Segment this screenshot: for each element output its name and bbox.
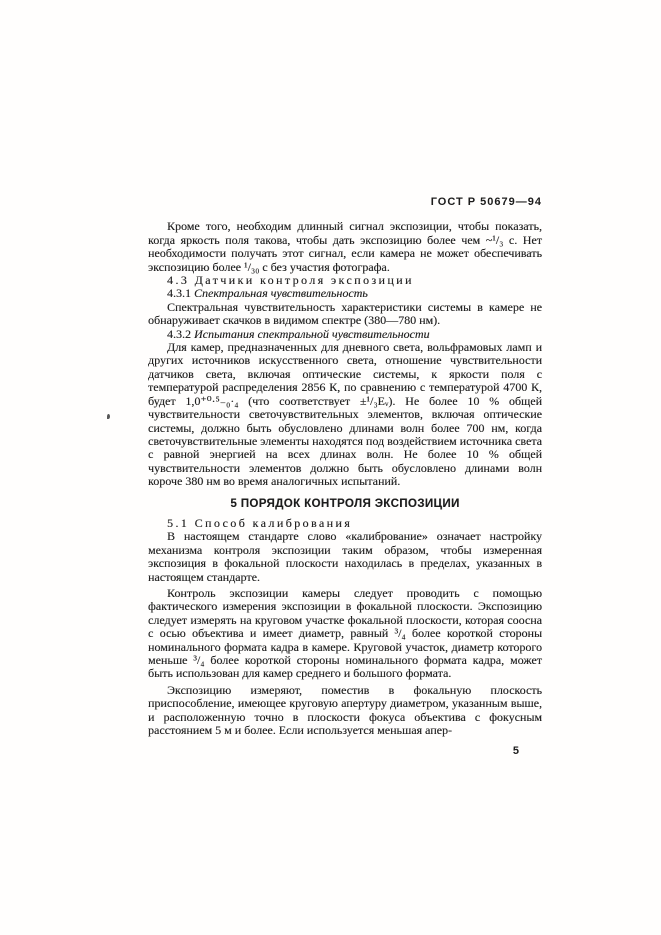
page-number: 5 [512,745,519,758]
paragraph-exposure-control: Контроль экспозиции камеры следует проводить с помощью фактического измерения экспозиции в фокальной плоскости. Экспозицию следует измерять на круговом участке фокальной плоскости, которая соосна с осью объектива и имеет диаметр, равный ³/₄ более короткой стороны номинального формата кадра в камере. Круговой участок, диаметр которого меньше ³/₄ более короткой стороны номинального формата кадра, может быть использован для камер среднего и большого формата. [148,585,542,681]
paragraph-exposure-measurement: Экспозицию измеряют, поместив в фокальную плоскость приспособление, имеющее круговую апертуру диаметром, указанным выше, и расположенную точно в плоскости фокуса объектива с фокусным расстоянием 5 м и более. Если используется меньшая апер- [148,682,542,738]
doc-header: ГОСТ Р 50679—94 [430,196,542,208]
section-heading-5-1: 5.1 Способ калибрования [167,515,353,530]
margin-speck [107,414,110,419]
paragraph-spectral-tests: Для камер, предназначенных для дневного света, вольфрамовых ламп и других источников искусственного света, отношение чувствительности датчиков света, включая оптические системы, к яркости поля с температурой распределения 2856 К, по сравнению с температурой 4700 К, будет 1,0⁺⁰·⁵₋₀·₄ (что соответствует ±¹/₃Eᵥ). Не более 10 % общей чувствительности светочувствительных элементов, включая оптические системы, должно быть обусловлено длинами волн более 700 нм, когда светочувствительные элементы находятся под воздействием источника света с равной энергией на всех длинах волн. Не более 10 % общей чувствительности элементов должно быть обусловлено длинами волн короче 380 нм во время аналогичных испытаний. [148,340,542,489]
subsection-number: 4.3.1 [167,286,191,301]
subsection-title: Спектральная чувствительность [194,286,368,301]
paragraph-calibration-definition: В настоящем стандарте слово «калибрование» означает настройку механизма контроля экспозиции таким образом, чтобы измеренная экспозиция в фокальной плоскости находилась в пределах, указанных в настоящем стандарте. [148,529,542,584]
subsection-heading-4-3-2 [148,328,542,341]
section-heading-4-3: 4.3 Датчики контроля экспозиции [167,273,414,288]
subsection-heading-4-3-1 [148,287,542,300]
chapter-heading-5: 5 ПОРЯДОК КОНТРОЛЯ ЭКСПОЗИЦИИ [230,497,460,510]
subsection-title: Испытания спектральной чувствительности [194,326,430,341]
page-content [148,196,542,759]
subsection-number: 4.3.2 [167,326,191,341]
paragraph-exposure-signal: Кроме того, необходим длинный сигнал экспозиции, чтобы показать, когда яркость поля такова, чтобы дать экспозицию более чем ~¹/₃ с. Нет необходимости получать этот сигнал, если камера не может обеспечивать экспозицию более ¹/₃₀ с без участия фотографа. [148,219,542,274]
paragraph-spectral-sensitivity: Спектральная чувствительность характеристики системы в камере не обнаруживает скачков в видимом спектре (380—780 нм). [148,299,542,328]
